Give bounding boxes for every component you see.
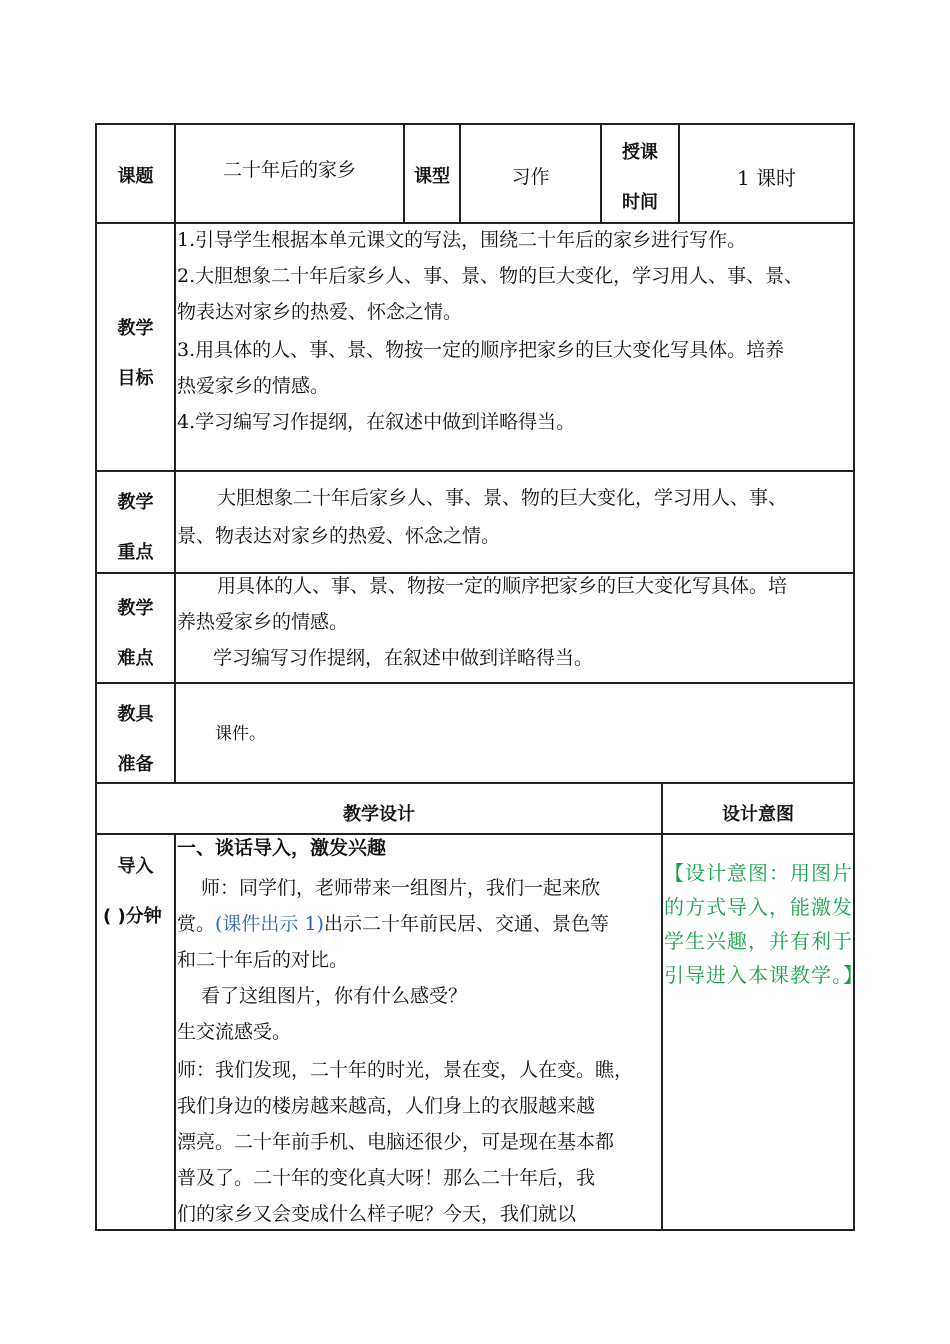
intro-line: 我们身边的楼房越来越高，人们身上的衣服越来越 — [177, 1095, 596, 1117]
intro-line-start: 赏。 — [177, 913, 216, 935]
key-points-line: 大胆想象二十年后家乡人、事、景、物的巨大变化，学习用人、事、 — [217, 487, 788, 509]
key-points-label-2: 重点 — [117, 542, 154, 563]
intro-line: 和二十年后的对比。 — [177, 949, 349, 971]
materials-label-1: 教具 — [117, 704, 154, 725]
design-intent-note: 【设计意图：用图片的方式导入，能激发学生兴趣，并有利于引导进入本课教学。】 — [664, 861, 864, 987]
difficulties-line: 学习编写习作提纲，在叙述中做到详略得当。 — [213, 647, 594, 669]
objective-line: 4.学习编写习作提纲，在叙述中做到详略得当。 — [177, 411, 576, 433]
objectives-label-1: 教学 — [117, 318, 154, 339]
teaching-design-heading: 教学设计 — [343, 804, 415, 825]
topic-label: 课题 — [117, 166, 154, 187]
key-points-label-1: 教学 — [117, 492, 154, 513]
time-label-2: 时间 — [622, 192, 658, 213]
difficulties-label-2: 难点 — [117, 648, 154, 669]
intro-line: 漂亮。二十年前手机、电脑还很少，可是现在基本都 — [177, 1131, 615, 1153]
objective-line: 热爱家乡的情感。 — [177, 375, 330, 397]
difficulties-line: 养热爱家乡的情感。 — [177, 611, 349, 633]
difficulties-label-1: 教学 — [117, 598, 154, 619]
type-value: 习作 — [511, 166, 550, 188]
intro-label-1: 导入 — [117, 856, 154, 877]
intro-section-title: 一、谈话导入，激发兴趣 — [177, 837, 387, 859]
topic-value: 二十年后的家乡 — [222, 159, 356, 181]
time-label-1: 授课 — [622, 142, 658, 163]
intro-line: 普及了。二十年的变化真大呀！那么二十年后，我 — [177, 1167, 596, 1189]
table-border-left — [95, 123, 97, 1231]
row-divider-4 — [95, 682, 855, 684]
difficulties-line: 用具体的人、事、景、物按一定的顺序把家乡的巨大变化写具体。培 — [217, 575, 788, 597]
intro-line: 看了这组图片，你有什么感受？ — [201, 985, 468, 1007]
objective-line: 物表达对家乡的热爱、怀念之情。 — [177, 301, 463, 323]
intro-line: 生交流感受。 — [177, 1021, 292, 1043]
type-label: 课型 — [414, 166, 450, 187]
objective-line: 3.用具体的人、事、景、物按一定的顺序把家乡的巨大变化写具体。培养 — [177, 339, 785, 361]
objectives-label-2: 目标 — [117, 368, 154, 389]
intro-line: 师：我们发现，二十年的时光，景在变，人在变。瞧， — [177, 1059, 634, 1081]
table-border-right — [853, 123, 855, 1231]
key-points-line: 景、物表达对家乡的热爱、怀念之情。 — [177, 525, 501, 547]
materials-label-2: 准备 — [117, 754, 154, 775]
row-divider-5 — [95, 782, 855, 784]
intro-line: 们的家乡又会变成什么样子呢？今天，我们就以 — [177, 1203, 577, 1225]
materials-value: 课件。 — [215, 724, 266, 744]
table-border-top — [95, 123, 855, 125]
intro-line — [177, 906, 609, 942]
design-column-divider — [661, 782, 663, 1231]
intro-line: 师：同学们，老师带来一组图片，我们一起来欣 — [201, 877, 601, 899]
courseware-reference: (课件出示 1) — [215, 913, 324, 935]
label-column-divider-lower — [174, 834, 176, 1231]
objective-line: 1.引导学生根据本单元课文的写法，围绕二十年后的家乡进行写作。 — [177, 229, 747, 251]
row-divider-2 — [95, 470, 855, 472]
intro-line-end: 出示二十年前民居、交通、景色等 — [323, 913, 609, 935]
design-intent-heading: 设计意图 — [722, 804, 794, 825]
intro-label-2: ( )分钟 — [103, 906, 162, 927]
objective-line: 2.大胆想象二十年后家乡人、事、景、物的巨大变化，学习用人、事、景、 — [177, 265, 804, 287]
time-value: 1 课时 — [736, 166, 797, 190]
